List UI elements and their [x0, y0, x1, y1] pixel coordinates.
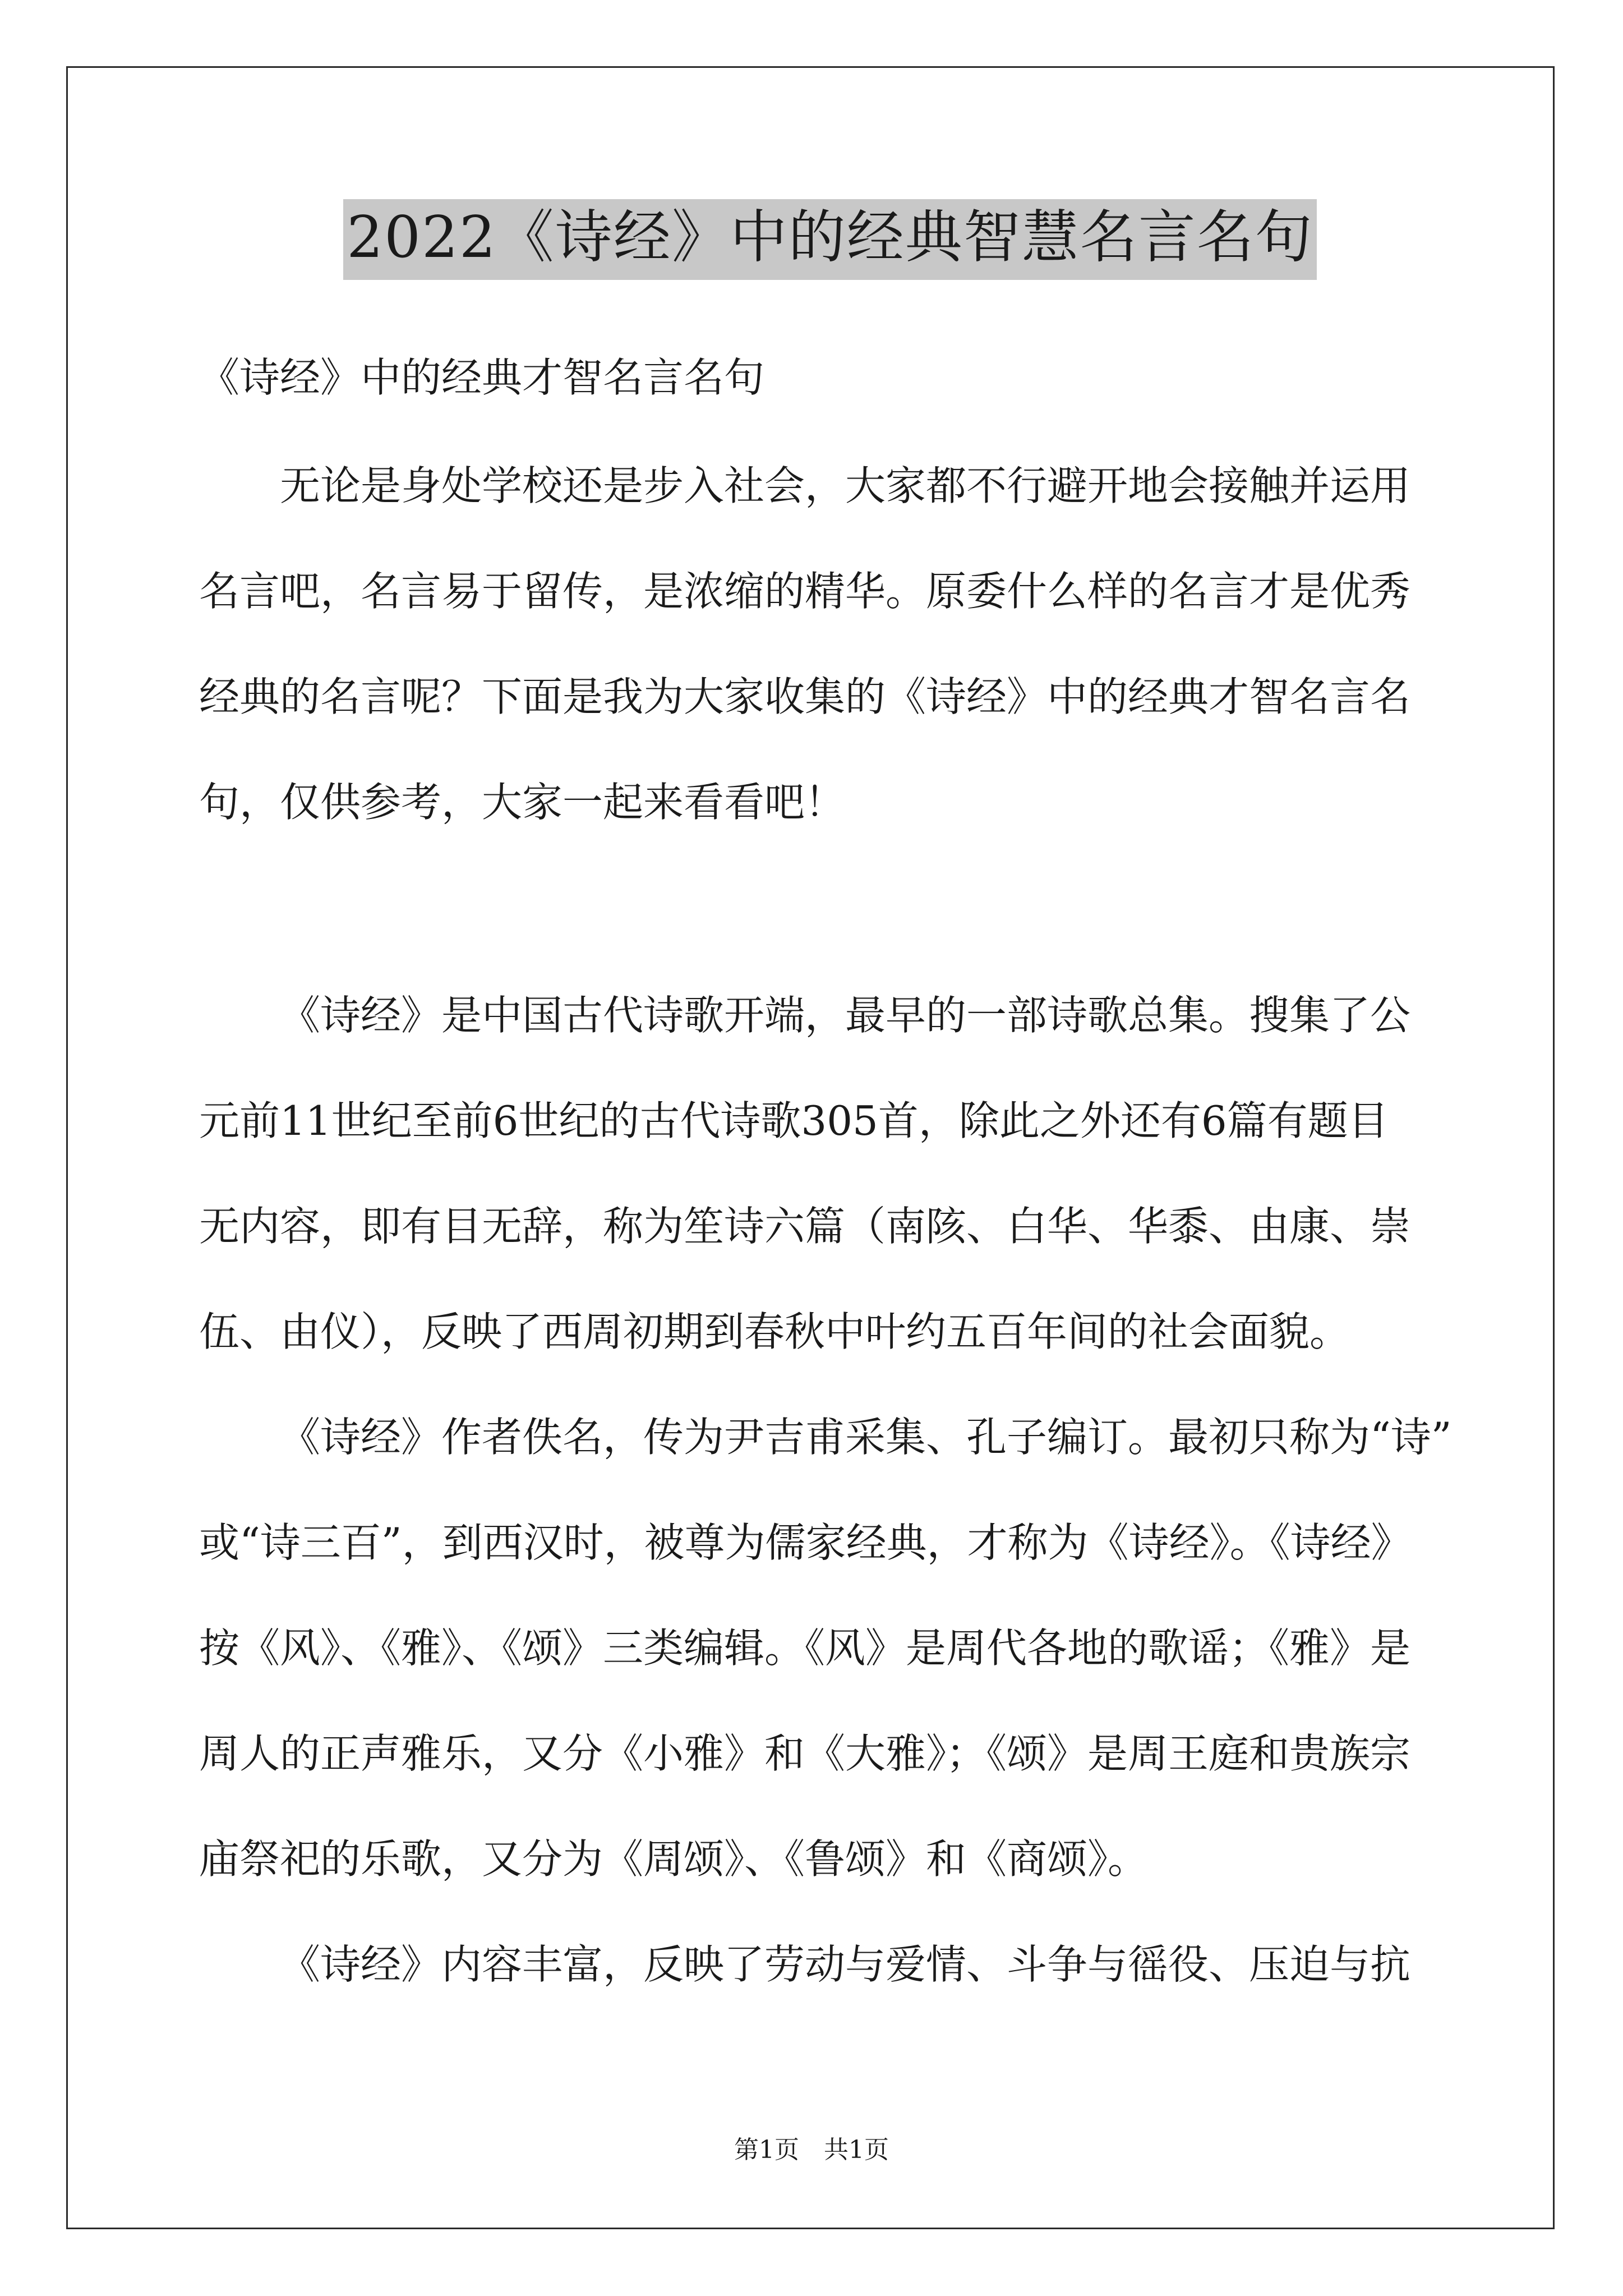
paragraph-line: 无论是身处学校还是步入社会，大家都不行避开地会接触并运用	[280, 462, 1411, 509]
title-block	[199, 199, 1461, 280]
page-footer	[0, 2129, 1623, 2165]
paragraph-shijing-authorship	[199, 1384, 1461, 1912]
document-subtitle: 《诗经》中的经典才智名言名句	[199, 354, 765, 401]
paragraph-shijing-content	[199, 1912, 1461, 2017]
paragraph-line: 无内容，即有目无辞，称为笙诗六篇（南陔、白华、华黍、由康、崇	[199, 1203, 1411, 1250]
paragraph-line: 伍、由仪），反映了西周初期到春秋中叶约五百年间的社会面貌。	[199, 1308, 1350, 1355]
paragraph-intro	[199, 433, 1461, 855]
paragraph-line: 经典的名言呢？下面是我为大家收集的《诗经》中的经典才智名言名	[199, 673, 1411, 720]
paragraph-line: 句，仅供参考，大家一起来看看吧！	[199, 779, 846, 826]
paragraph-line: 按《风》、《雅》、《颂》三类编辑。《风》是周代各地的歌谣；《雅》是	[199, 1625, 1411, 1672]
paragraph-line: 《诗经》是中国古代诗歌开端，最早的一部诗歌总集。搜集了公	[280, 992, 1411, 1039]
paragraph-line: 《诗经》作者佚名，传为尹吉甫采集、孔子编订。最初只称为“诗”	[280, 1414, 1452, 1461]
document-title: 2022《诗经》中的经典智慧名言名句	[343, 199, 1317, 280]
paragraph-shijing-overview	[199, 963, 1461, 1384]
paragraph-line: 周人的正声雅乐，又分《小雅》和《大雅》；《颂》是周王庭和贵族宗	[199, 1730, 1411, 1777]
paragraph-line: 《诗经》内容丰富，反映了劳动与爱情、斗争与徭役、压迫与抗	[280, 1941, 1411, 1988]
paragraph-line: 或“诗三百”，到西汉时，被尊为儒家经典，才称为《诗经》。《诗经》	[199, 1519, 1412, 1566]
paragraph-line: 名言吧，名言易于留传，是浓缩的精华。原委什么样的名言才是优秀	[199, 568, 1411, 615]
page-number-label: 第1页 共1页	[734, 2136, 889, 2164]
paragraph-line: 元前11世纪至前6世纪的古代诗歌305首，除此之外还有6篇有题目	[199, 1097, 1389, 1144]
paragraph-line: 庙祭祀的乐歌，又分为《周颂》、《鲁颂》和《商颂》。	[199, 1835, 1149, 1883]
